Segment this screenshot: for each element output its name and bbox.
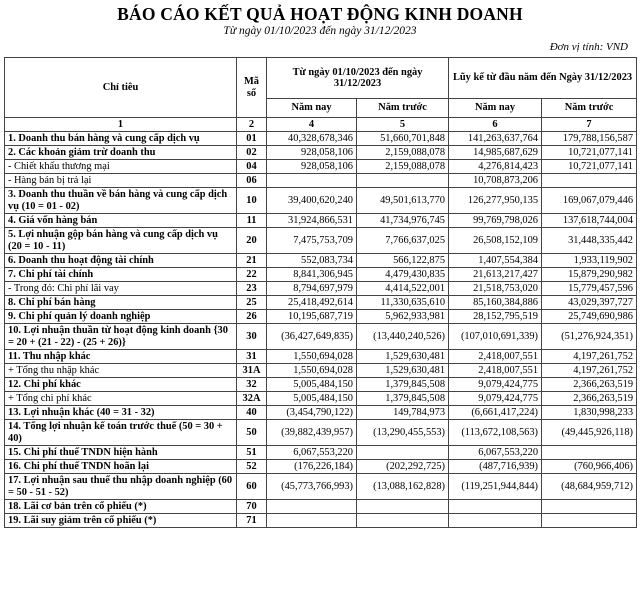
ytd-this-year-value: 26,508,152,109 [449,228,542,254]
quarter-prev-year-value: 4,414,522,001 [357,282,449,296]
quarter-this-year-value: 31,924,866,531 [267,214,357,228]
ytd-this-year-value: 99,769,798,026 [449,214,542,228]
row-label: 14. Tổng lợi nhuận kế toán trước thuế (50 = 30 + 40) [5,420,237,446]
quarter-prev-year-value: (13,440,240,526) [357,324,449,350]
quarter-this-year-value: (45,773,766,993) [267,474,357,500]
row-label: 5. Lợi nhuận gộp bán hàng và cung cấp dịch vụ (20 = 10 - 11) [5,228,237,254]
table-row [5,268,637,282]
code-header: Mã số [237,58,267,118]
ytd-prev-year-value: 4,197,261,752 [542,350,637,364]
row-label: + Tổng thu nhập khác [5,364,237,378]
row-code: 60 [237,474,267,500]
quarter-prev-year-value: 2,159,088,078 [357,160,449,174]
ytd-this-year-value: 21,613,217,427 [449,268,542,282]
ytd-prev-year-value [542,174,637,188]
quarter-this-year-value: 928,058,106 [267,160,357,174]
ytd-prev-year-value: 15,779,457,596 [542,282,637,296]
quarter-prev-year-value: 1,529,630,481 [357,364,449,378]
table-row [5,174,637,188]
quarter-prev-year-value: 4,479,430,835 [357,268,449,282]
row-code: 32A [237,392,267,406]
ytd-prev-year-value [542,514,637,528]
ytd-prev-year-value: 10,721,077,141 [542,146,637,160]
ytd-this-year-value [449,514,542,528]
row-code: 31 [237,350,267,364]
ytd-this-year-value: 21,518,753,020 [449,282,542,296]
ytd-prev-year-value: 2,366,263,519 [542,378,637,392]
ytd-this-year-value: 126,277,950,135 [449,188,542,214]
row-code: 25 [237,296,267,310]
quarter-prev-year-value: 1,529,630,481 [357,350,449,364]
quarter-this-year-value [267,174,357,188]
ytd-this-year-value: 10,708,873,206 [449,174,542,188]
table-row [5,228,637,254]
table-row [5,296,637,310]
ytd-prev-year-value: 2,366,263,519 [542,392,637,406]
quarter-this-year-value: 40,328,678,346 [267,132,357,146]
quarter-this-year-value [267,500,357,514]
quarter-prev-year-value: (13,290,455,553) [357,420,449,446]
quarter-prev-year-value: 41,734,976,745 [357,214,449,228]
quarter-this-year-value: 8,794,697,979 [267,282,357,296]
ytd-this-year-value: (487,716,939) [449,460,542,474]
row-code: 23 [237,282,267,296]
report-title: BÁO CÁO KẾT QUẢ HOẠT ĐỘNG KINH DOANH [117,4,523,24]
row-label: 8. Chi phí bán hàng [5,296,237,310]
row-code: 04 [237,160,267,174]
row-label: 2. Các khoản giảm trừ doanh thu [5,146,237,160]
quarter-prev-year-header: Năm trước [357,99,449,118]
quarter-prev-year-value: 51,660,701,848 [357,132,449,146]
quarter-this-year-value: 928,058,106 [267,146,357,160]
ytd-this-year-value: 6,067,553,220 [449,446,542,460]
row-code: 31A [237,364,267,378]
table-body [5,132,637,528]
quarter-prev-year-value: 566,122,875 [357,254,449,268]
quarter-this-year-header: Năm nay [267,99,357,118]
row-label: 9. Chi phí quản lý doanh nghiệp [5,310,237,324]
row-code: 50 [237,420,267,446]
ytd-prev-year-value: 25,749,690,986 [542,310,637,324]
quarter-prev-year-value: 1,379,845,508 [357,392,449,406]
ytd-this-year-value: 28,152,795,519 [449,310,542,324]
table-row [5,364,637,378]
quarter-prev-year-value: (202,292,725) [357,460,449,474]
quarter-prev-year-value [357,500,449,514]
ytd-this-year-value: 2,418,007,551 [449,364,542,378]
ytd-prev-year-value: 137,618,744,004 [542,214,637,228]
ytd-prev-year-header: Năm trước [542,99,637,118]
row-code: 52 [237,460,267,474]
quarter-this-year-value: 7,475,753,709 [267,228,357,254]
row-label: + Tổng chi phí khác [5,392,237,406]
ytd-this-year-value: 9,079,424,775 [449,378,542,392]
table-row [5,474,637,500]
ytd-prev-year-value: 1,933,119,902 [542,254,637,268]
row-code: 40 [237,406,267,420]
ytd-prev-year-value [542,446,637,460]
row-code: 70 [237,500,267,514]
column-number: 4 [267,118,357,132]
ytd-group-header: Lũy kế từ đầu năm đến Ngày 31/12/2023 [449,58,637,99]
ytd-this-year-value: 85,160,384,886 [449,296,542,310]
row-label: 7. Chi phí tài chính [5,268,237,282]
quarter-this-year-value: 5,005,484,150 [267,392,357,406]
quarter-this-year-value: (3,454,790,122) [267,406,357,420]
quarter-prev-year-value: (13,088,162,828) [357,474,449,500]
quarter-prev-year-value [357,514,449,528]
ytd-this-year-value: (107,010,691,339) [449,324,542,350]
row-label: - Hàng bán bị trả lại [5,174,237,188]
quarter-this-year-value: 1,550,694,028 [267,364,357,378]
table-row [5,146,637,160]
ytd-this-year-value: 141,263,637,764 [449,132,542,146]
table-row [5,378,637,392]
column-number: 5 [357,118,449,132]
table-row [5,324,637,350]
row-label: 13. Lợi nhuận khác (40 = 31 - 32) [5,406,237,420]
table-row [5,350,637,364]
ytd-prev-year-value: (48,684,959,712) [542,474,637,500]
table-row [5,460,637,474]
row-label: 12. Chi phí khác [5,378,237,392]
ytd-prev-year-value: 31,448,335,442 [542,228,637,254]
quarter-this-year-value: (39,882,439,957) [267,420,357,446]
row-code: 20 [237,228,267,254]
table-row [5,392,637,406]
row-label: 10. Lợi nhuận thuần từ hoạt động kinh doanh {30 = 20 + (21 - 22) - (25 + 26)} [5,324,237,350]
quarter-this-year-value [267,514,357,528]
quarter-this-year-value: 39,400,620,240 [267,188,357,214]
quarter-this-year-value: 552,083,734 [267,254,357,268]
quarter-prev-year-value: 149,784,973 [357,406,449,420]
ytd-this-year-value [449,500,542,514]
row-label: 6. Doanh thu hoạt động tài chính [5,254,237,268]
ytd-this-year-value: (113,672,108,563) [449,420,542,446]
ytd-this-year-value: 9,079,424,775 [449,392,542,406]
quarter-prev-year-value: 5,962,933,981 [357,310,449,324]
quarter-prev-year-value: 11,330,635,610 [357,296,449,310]
ytd-this-year-value: (119,251,944,844) [449,474,542,500]
quarter-prev-year-value [357,446,449,460]
quarter-this-year-value: 25,418,492,614 [267,296,357,310]
row-code: 11 [237,214,267,228]
quarter-prev-year-value: 2,159,088,078 [357,146,449,160]
table-row [5,514,637,528]
row-code: 10 [237,188,267,214]
quarter-prev-year-value: 7,766,637,025 [357,228,449,254]
ytd-this-year-value: 2,418,007,551 [449,350,542,364]
row-label: 16. Chi phí thuế TNDN hoãn lại [5,460,237,474]
ytd-prev-year-value: 179,788,156,587 [542,132,637,146]
row-label: 15. Chi phí thuế TNDN hiện hành [5,446,237,460]
row-code: 22 [237,268,267,282]
column-number: 1 [5,118,237,132]
table-row [5,132,637,146]
quarter-prev-year-value: 1,379,845,508 [357,378,449,392]
ytd-prev-year-value: (51,276,924,351) [542,324,637,350]
row-label: - Trong đó: Chi phí lãi vay [5,282,237,296]
ytd-prev-year-value: 15,879,290,982 [542,268,637,282]
indicator-header: Chỉ tiêu [5,58,237,118]
quarter-this-year-value: (176,226,184) [267,460,357,474]
row-code: 32 [237,378,267,392]
ytd-prev-year-value: 169,067,079,446 [542,188,637,214]
table-row [5,160,637,174]
table-row [5,500,637,514]
ytd-prev-year-value: 43,029,397,727 [542,296,637,310]
column-number: 6 [449,118,542,132]
row-code: 01 [237,132,267,146]
row-code: 30 [237,324,267,350]
quarter-prev-year-value: 49,501,613,770 [357,188,449,214]
row-code: 21 [237,254,267,268]
row-label: - Chiết khấu thương mại [5,160,237,174]
row-label: 11. Thu nhập khác [5,350,237,364]
ytd-prev-year-value: (760,966,406) [542,460,637,474]
row-label: 1. Doanh thu bán hàng và cung cấp dịch vụ [5,132,237,146]
quarter-this-year-value: 8,841,306,945 [267,268,357,282]
row-code: 51 [237,446,267,460]
column-number: 7 [542,118,637,132]
ytd-prev-year-value: 1,830,998,233 [542,406,637,420]
ytd-prev-year-value: 10,721,077,141 [542,160,637,174]
currency-unit: Đơn vị tính: VND [549,41,628,53]
row-label: 18. Lãi cơ bản trên cổ phiếu (*) [5,500,237,514]
row-label: 17. Lợi nhuận sau thuế thu nhập doanh nghiệp (60 = 50 - 51 - 52) [5,474,237,500]
ytd-this-year-header: Năm nay [449,99,542,118]
table-row [5,254,637,268]
table-row [5,446,637,460]
quarter-this-year-value: 10,195,687,719 [267,310,357,324]
table-row [5,282,637,296]
ytd-prev-year-value: (49,445,926,118) [542,420,637,446]
column-number: 2 [237,118,267,132]
quarter-this-year-value: (36,427,649,835) [267,324,357,350]
ytd-this-year-value: 1,407,554,384 [449,254,542,268]
quarter-this-year-value: 5,005,484,150 [267,378,357,392]
table-row [5,214,637,228]
row-label: 3. Doanh thu thuần về bán hàng và cung cấp dịch vụ (10 = 01 - 02) [5,188,237,214]
ytd-this-year-value: (6,661,417,224) [449,406,542,420]
quarter-prev-year-value [357,174,449,188]
row-code: 02 [237,146,267,160]
quarter-this-year-value: 6,067,553,220 [267,446,357,460]
quarter-this-year-value: 1,550,694,028 [267,350,357,364]
ytd-prev-year-value [542,500,637,514]
income-statement-table [4,57,637,528]
quarter-group-header: Từ ngày 01/10/2023 đến ngày 31/12/2023 [267,58,449,99]
row-label: 19. Lãi suy giảm trên cổ phiếu (*) [5,514,237,528]
ytd-prev-year-value: 4,197,261,752 [542,364,637,378]
row-code: 26 [237,310,267,324]
ytd-this-year-value: 4,276,814,423 [449,160,542,174]
table-row [5,310,637,324]
ytd-this-year-value: 14,985,687,629 [449,146,542,160]
table-row [5,406,637,420]
row-code: 71 [237,514,267,528]
table-row [5,420,637,446]
report-period: Từ ngày 01/10/2023 đến ngày 31/12/2023 [223,25,417,37]
row-code: 06 [237,174,267,188]
table-row [5,188,637,214]
row-label: 4. Giá vốn hàng bán [5,214,237,228]
